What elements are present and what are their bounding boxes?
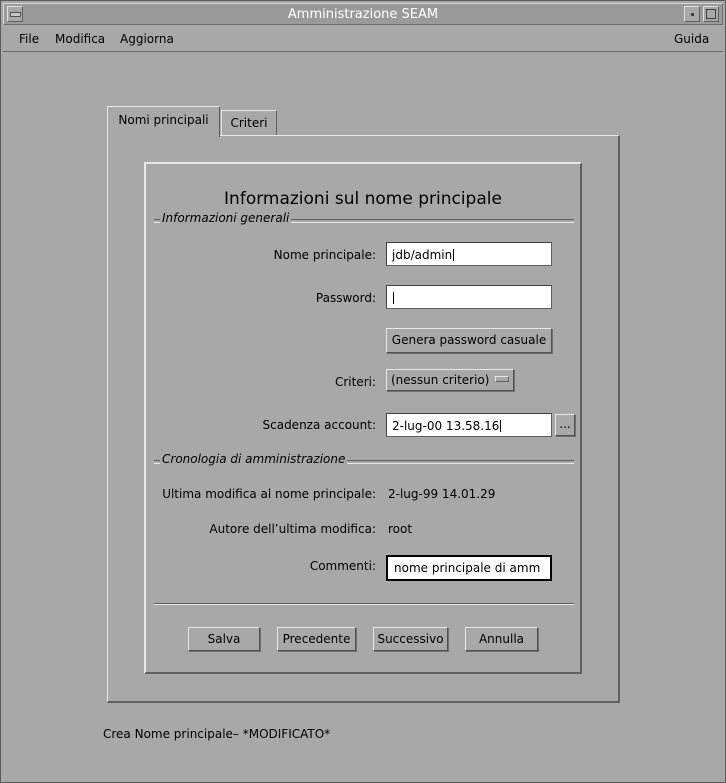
- general-info-group: [154, 211, 574, 225]
- principal-name-label: Nome principale:: [273, 248, 376, 262]
- menu-modifica[interactable]: Modifica: [55, 32, 106, 46]
- history-label: Cronologia di amministrazione: [162, 452, 346, 466]
- password-cursor: [393, 292, 394, 304]
- menu-aggiorna[interactable]: Aggiorna: [120, 32, 174, 46]
- principal-name-value: jdb/admin: [392, 248, 453, 262]
- cancel-button[interactable]: Annulla: [465, 627, 538, 651]
- expiry-field[interactable]: [386, 413, 552, 437]
- password-field[interactable]: [386, 285, 552, 309]
- menu-bar: [3, 26, 723, 52]
- author-label: Autore dell’ultima modifica:: [209, 522, 376, 536]
- minimize-icon: [691, 13, 694, 16]
- expiry-label: Scadenza account:: [262, 418, 376, 432]
- expiry-picker-button[interactable]: ...: [555, 414, 575, 436]
- generate-password-button[interactable]: Genera password casuale: [386, 328, 552, 353]
- principal-name-field[interactable]: [386, 242, 552, 266]
- maximize-button[interactable]: [703, 6, 719, 22]
- password-label: Password:: [315, 291, 376, 305]
- general-info-label: Informazioni generali: [162, 211, 290, 225]
- last-modified-label: Ultima modifica al nome principale:: [162, 487, 376, 501]
- form-heading: Informazioni sul nome principale: [224, 189, 502, 209]
- window-title: Amministrazione SEAM: [287, 7, 439, 22]
- expiry-value: 2-lug-00 13.58.16: [392, 419, 500, 433]
- principal-form: [144, 162, 582, 674]
- policy-value: (nessun criterio): [391, 373, 490, 387]
- author-value: root: [388, 522, 413, 536]
- policy-label: Criteri:: [334, 375, 376, 389]
- menu-file[interactable]: File: [19, 32, 40, 46]
- comments-field[interactable]: nome principale di amm: [386, 555, 552, 581]
- maximize-icon: [706, 9, 716, 19]
- previous-button[interactable]: Precedente: [277, 627, 356, 651]
- next-button[interactable]: Successivo: [373, 627, 448, 651]
- expiry-cursor: [500, 420, 501, 432]
- tab-criteri[interactable]: Criteri: [221, 110, 277, 136]
- menu-guida[interactable]: Guida: [674, 32, 710, 46]
- text-cursor: [453, 249, 454, 261]
- save-button[interactable]: Salva: [188, 627, 260, 651]
- option-menu-icon: [495, 376, 509, 382]
- comments-label: Commenti:: [309, 559, 376, 573]
- policy-select[interactable]: [386, 369, 514, 391]
- last-modified-value: 2-lug-99 14.01.29: [388, 487, 496, 501]
- tab-nomi-principali[interactable]: Nomi principali: [107, 106, 220, 137]
- minimize-button[interactable]: [684, 6, 700, 22]
- history-group: [154, 452, 574, 466]
- separator: [154, 603, 574, 605]
- title-bar[interactable]: [3, 3, 723, 25]
- status-message: Crea Nome principale– *MODIFICATO*: [103, 727, 331, 741]
